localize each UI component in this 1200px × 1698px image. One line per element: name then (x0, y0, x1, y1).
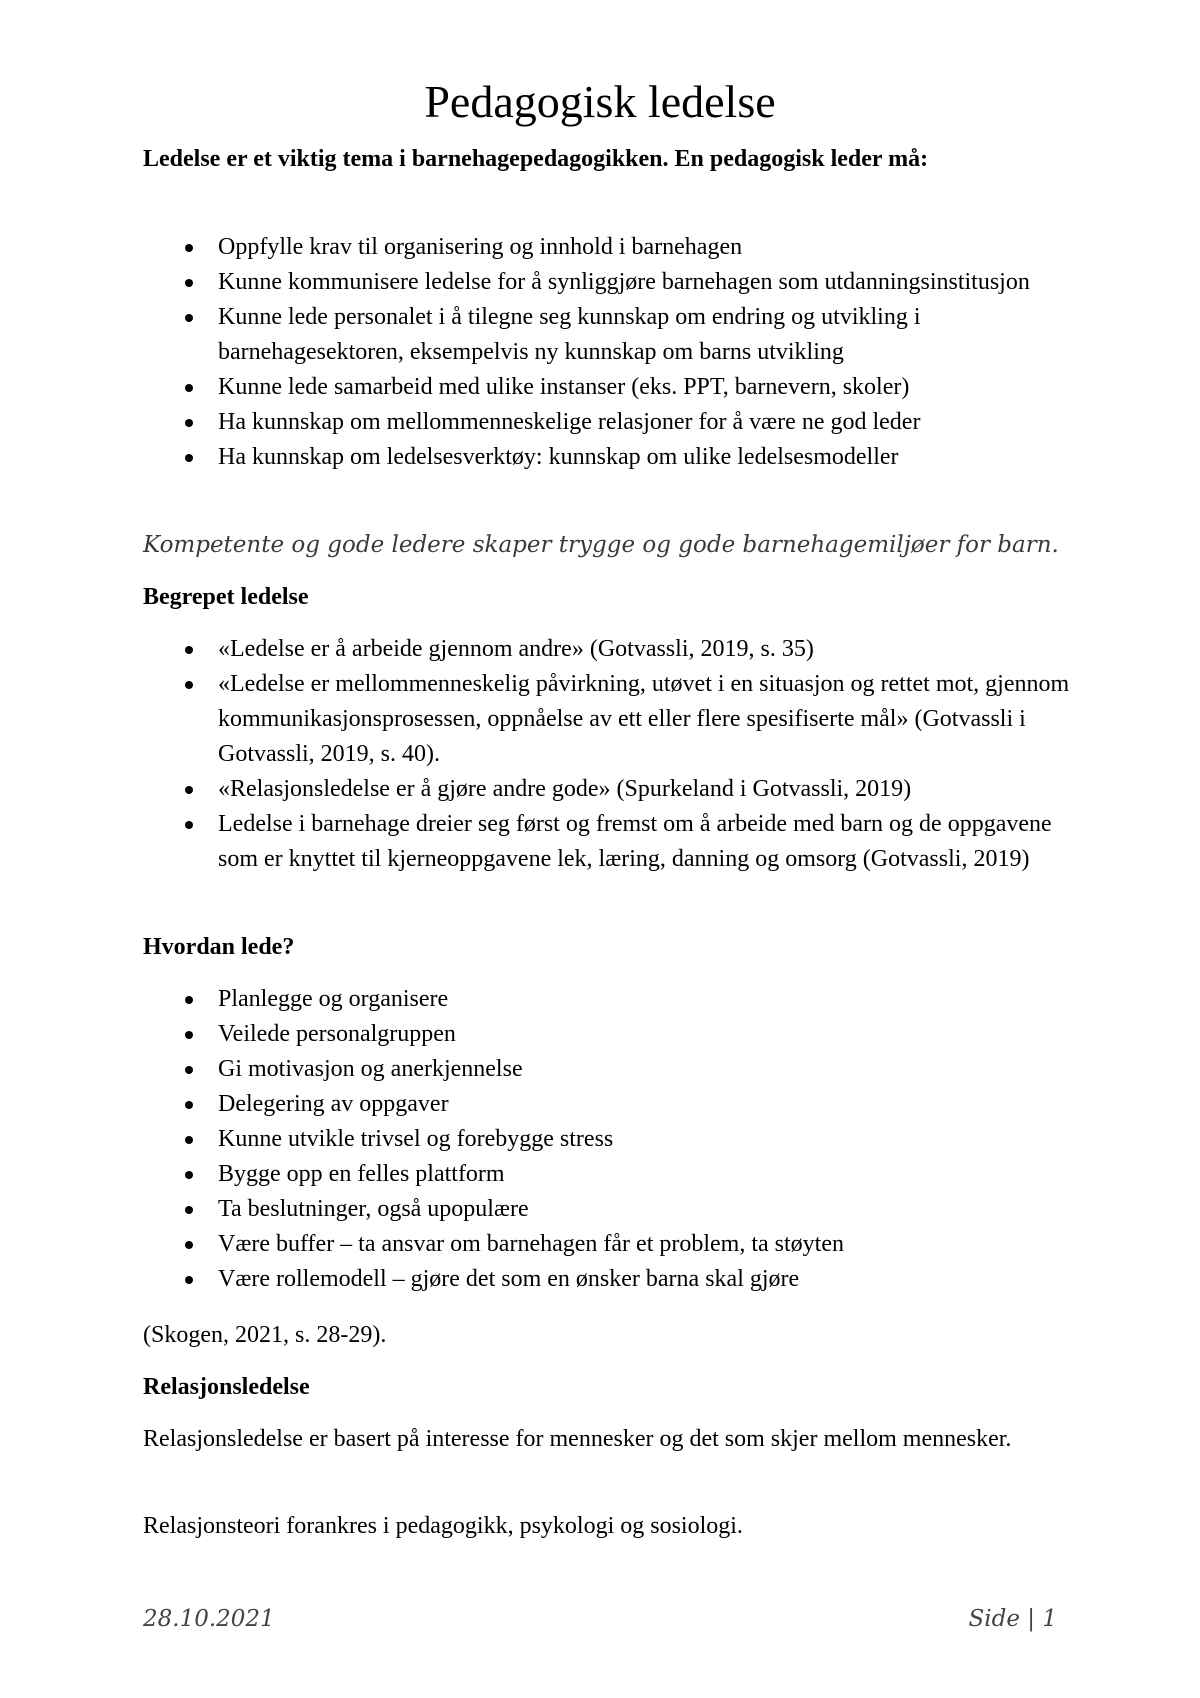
list-item-text: Veilede personalgruppen (218, 1021, 456, 1047)
how-to-lead-list (143, 982, 1073, 1297)
footer-page-number: Side | 1 (968, 1606, 1057, 1632)
list-item (143, 440, 1073, 475)
list-item-text: «Relasjonsledelse er å gjøre andre gode» (Spurkeland i Gotvassli, 2019) (218, 776, 912, 802)
bullet-icon (185, 314, 193, 322)
list-item (143, 1017, 1073, 1052)
bullet-icon (185, 821, 193, 829)
list-item-text: Ledelse i barnehage dreier seg først og fremst om å arbeide med barn og de oppgavene som er knyttet til kjerneoppgavene lek, læring, danning og omsorg (Gotvassli, 2019) (218, 811, 1052, 872)
bullet-icon (185, 1241, 193, 1249)
list-item-text: «Ledelse er å arbeide gjennom andre» (Gotvassli, 2019, s. 35) (218, 636, 814, 662)
list-item-text: Oppfylle krav til organisering og innhold i barnehagen (218, 234, 743, 260)
list-item-text: Være buffer – ta ansvar om barnehagen får et problem, ta støyten (218, 1231, 844, 1257)
list-item-text: Ha kunnskap om mellommenneskelige relasjoner for å være ne god leder (218, 409, 921, 435)
list-item-text: Kunne lede samarbeid med ulike instanser (eks. PPT, barnevern, skoler) (218, 374, 910, 400)
section-heading-relasjonsledelse: Relasjonsledelse (143, 1374, 310, 1400)
list-item (143, 982, 1073, 1017)
list-item (143, 1262, 1073, 1297)
bullet-icon (185, 1066, 193, 1074)
bullet-icon (185, 244, 193, 252)
list-item-text: Ha kunnskap om ledelsesverktøy: kunnskap om ulike ledelsesmodeller (218, 444, 899, 470)
section-heading-begrepet: Begrepet ledelse (143, 584, 309, 610)
bullet-icon (185, 1171, 193, 1179)
list-item-text: Gi motivasjon og anerkjennelse (218, 1056, 523, 1082)
bullet-icon (185, 419, 193, 427)
footer-date: 28.10.2021 (143, 1606, 275, 1632)
list-item-text: Kunne kommunisere ledelse for å synliggjøre barnehagen som utdanningsinstitusjon (218, 269, 1030, 295)
bullet-icon (185, 646, 193, 654)
bullet-icon (185, 1276, 193, 1284)
bullet-icon (185, 786, 193, 794)
list-item-text: Ta beslutninger, også upopulære (218, 1196, 529, 1222)
list-item-text: Planlegge og organisere (218, 986, 449, 1012)
bullet-icon (185, 1206, 193, 1214)
bullet-icon (185, 279, 193, 287)
list-item (143, 1122, 1073, 1157)
bullet-icon (185, 454, 193, 462)
requirements-list-container (143, 230, 1073, 475)
list-item (143, 1157, 1073, 1192)
bullet-icon (185, 1101, 193, 1109)
list-item (143, 1087, 1073, 1122)
bullet-icon (185, 1136, 193, 1144)
list-item (143, 772, 1073, 807)
citation-text: (Skogen, 2021, s. 28-29). (143, 1322, 387, 1348)
intro-text: Ledelse er et viktig tema i barnehagepedagogikken. En pedagogisk leder må: (143, 146, 929, 172)
bullet-icon (185, 384, 193, 392)
how-to-lead-list-container (143, 982, 1073, 1297)
section-heading-hvordan: Hvordan lede? (143, 934, 295, 960)
list-item-text: «Ledelse er mellommenneskelig påvirkning, utøvet i en situasjon og rettet mot, gjennom kommunikasjonsprosessen, oppnåelse av ett eller flere spesifiserte mål» (Gotvassli i Gotvassli, 2019, s. 40). (218, 671, 1070, 767)
list-item (143, 632, 1073, 667)
list-item (143, 807, 1073, 877)
list-item (143, 1227, 1073, 1262)
list-item-text: Kunne utvikle trivsel og forebygge stress (218, 1126, 614, 1152)
requirements-list (143, 230, 1073, 475)
list-item (143, 265, 1073, 300)
list-item (143, 300, 1073, 370)
list-item-text: Delegering av oppgaver (218, 1091, 449, 1117)
list-item (143, 667, 1073, 772)
list-item-text: Bygge opp en felles plattform (218, 1161, 505, 1187)
bullet-icon (185, 996, 193, 1004)
relasjonsteori-paragraph: Relasjonsteori forankres i pedagogikk, psykologi og sosiologi. (143, 1513, 743, 1539)
definitions-list (143, 632, 1073, 877)
bullet-icon (185, 1031, 193, 1039)
page-title: Pedagogisk ledelse (424, 76, 776, 127)
italic-quote: Kompetente og gode ledere skaper trygge og gode barnehagemiljøer for barn. (143, 532, 1059, 558)
definitions-list-container (143, 632, 1073, 877)
list-item-text: Være rollemodell – gjøre det som en ønsker barna skal gjøre (218, 1266, 800, 1292)
list-item-text: Kunne lede personalet i å tilegne seg kunnskap om endring og utvikling i barnehagesektoren, eksempelvis ny kunnskap om barns utvikling (218, 304, 921, 365)
list-item (143, 405, 1073, 440)
list-item (143, 370, 1073, 405)
relasjonsledelse-paragraph: Relasjonsledelse er basert på interesse for mennesker og det som skjer mellom mennesker. (143, 1426, 1012, 1452)
list-item (143, 230, 1073, 265)
list-item (143, 1192, 1073, 1227)
list-item (143, 1052, 1073, 1087)
bullet-icon (185, 681, 193, 689)
